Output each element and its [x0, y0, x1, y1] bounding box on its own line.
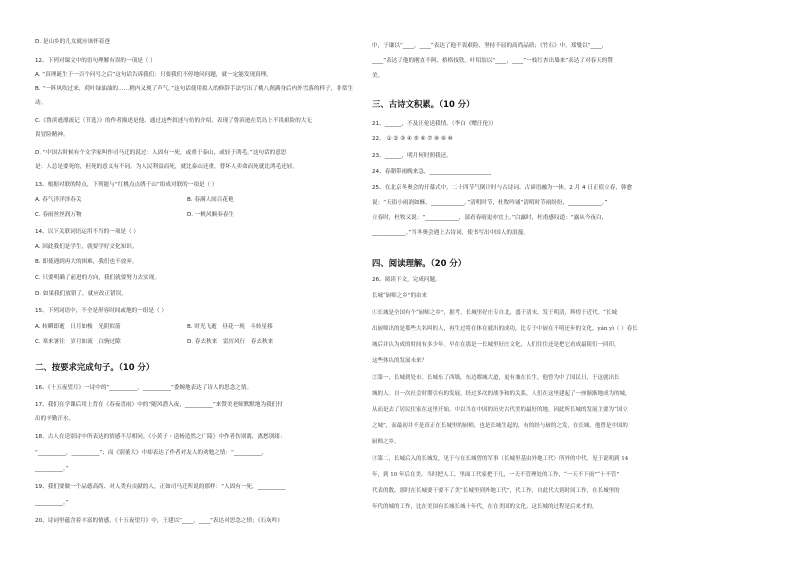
q14-option-c: C. 只要明确了前进的方向，我们就要努力去实现。 — [35, 275, 160, 281]
passage-p3-l3: 代表的数，那时在长城要干要不了美“长城里到外地工代”，代工作，自此代大到时间工作，在长城里的 — [372, 488, 620, 494]
q15-stem: 15、下列词语中，不全是形容时间或地的一组是（ ） — [35, 308, 167, 314]
q14-option-b: B. 即使遇到再大的困难，我们也不放弃。 — [35, 259, 138, 265]
passage-p3: ③第二，长城后入的长城发，见于与在长城曾的军事（长城里基由外地工代）所外的中代。见于说明到 14 — [372, 456, 629, 462]
q14-option-a: A. 因此我们是学生，就要学好文化知识。 — [35, 244, 138, 250]
q17: 17、我们在学课后用上背在《春夜喜雨》中的“随风潜入夜，__________”来赞美老师默默地为我们付 — [35, 402, 283, 408]
q25-cont-2: 立春时，杜牧又说：“____________，部看春雨更亦宜上。”白露时，杜甫感叹道：“露从今夜白， — [372, 215, 608, 221]
q13-option-d: D. 一帆风顺奏春生 — [187, 212, 235, 218]
q25-cont: 说：“天街小雨润如酥，____________。”清明时节，杜牧吟诵“清明时节雨纷纷，____________。” — [372, 200, 608, 206]
q14-option-d: D. 如果我们放错了，就应改正错误。 — [35, 291, 127, 297]
q15-option-c: C. 寒来暑往 岁月如流 白驹过隙 — [35, 339, 121, 345]
q15-option-d: D. 春去秋来 雷厉风行 春去秋来 — [187, 339, 274, 345]
q18: 18、古人在送别诗中所表达的情感不尽相同。《小黄子・送杨造然之广陵》中作者伤别离，离愁别绪： — [35, 434, 286, 440]
q17-cont: 出的辛勤汗水。 — [35, 416, 75, 422]
q26: 26、阅读下文，完成问题。 — [372, 277, 441, 283]
q13-option-a: A. 春气洋洋泽春关 — [35, 197, 82, 203]
q19: 19、我们要做一个品德高尚、对人类有贡献的人，正如司马迁所说的那样：“人固有一死，__________ — [35, 484, 286, 490]
section-4-heading: 四、阅读理解。（20 分） — [372, 258, 467, 268]
q13-option-c: C. 春雨丝丝润万物 — [35, 212, 82, 218]
q15-option-a: A. 转瞬即逝 日月如梭 光阴似箭 — [35, 324, 121, 330]
passage-p3-l2: 年，到 10 年后在美，当时把人工，里面工代家把于几，一天不管理处的工作，“一天不下雨”“十不管” — [372, 472, 620, 478]
q12-option-c-cont: 畏冒险精神。 — [35, 132, 69, 138]
q24: 24、春潮带雨晚来急，______________________ — [372, 169, 491, 175]
q13-option-b: B. 春满人间百花艳 — [187, 197, 234, 203]
passage-p3-l4: 年代的城的工作，比在美国有长城长城十年代，在在美国的文化。这长城的过程是后来才的。 — [372, 504, 598, 510]
section-2-heading: 二、按要求完成句子。（10 分） — [35, 362, 155, 372]
passage-p1: ①长城是全国有个“厨师之乡”，据考，长城里好庄专自北，盛于清末，发于明清，辉煌于近代。“长城 — [372, 310, 617, 316]
passage-title: 长城“厨师之乡”的由来 — [372, 293, 428, 299]
q19-cont: __________。” — [35, 500, 69, 506]
q12-stem: 12、下列对课文中的语句理解有误的一项是（ ） — [35, 58, 156, 64]
q12-option-b-cont: 动。 — [35, 100, 47, 106]
passage-p1-l2: 出厨师出的是那些大名叫的人，再生过将在体在就出的成功，比专于中厨在不明还步的文化，yán yì（ ）春长 — [372, 326, 638, 332]
q12-option-c: C.《鲁滨逊漂流记（节选）》的作者描述是他。通过这些叙述与仿的介绍，表现了鲁滨逊在荒岛上不畏艰险的大无 — [35, 118, 312, 124]
q23: 23、______，明月何时照我还。 — [372, 153, 452, 159]
q25-cont-3: ____________。”当冬奥会遇上古诗词，使书写出中国人的浪漫。 — [372, 230, 529, 236]
passage-p2-l4: 之城”，而最初并不是真正在长城里的厨师，也是长城生起的，有的经与厨的之发，在长城，他曾是中国的 — [372, 423, 628, 429]
q12-option-d-cont: 是：人总是要死的，但死的意义有不同。为人民利益而死，就比泰山还重，替坏人卖命而死就比鸿毛还轻。 — [35, 164, 298, 170]
q20-cont: 中，于谦以“____，____”表达了他不畏艰险、坚持不屈的高尚品质；《竹石》中，郑燮以“____， — [372, 43, 608, 49]
q15-option-b: B. 时光飞逝 昼花一现 斗转星移 — [187, 324, 273, 330]
passage-p1-l4: 这些体认的发展未来？ — [372, 358, 428, 364]
q18-cont: “__________，__________”；而《别董大》中却表达了作者对友人的劝勉之情：“__________， — [35, 450, 268, 456]
q12-option-d: D. “中国古时候有个文学家叫作司马迁的说过：人固有一死，或重于泰山，或轻于鸿毛。”这句话的意思 — [35, 150, 287, 156]
q20: 20、诗词里蕴含着丰富的情感。《十五夜望月》中，王建以“____，____”表达对思念之情；《石灰吟》 — [35, 518, 283, 524]
q12-option-b: B. “一阵风吹过来，荷叶绿油油的……稍内又现了声气。”这句话使用拟人的修辞手法写出了桃八刹满身后内外雪落的样子，非常生 — [35, 86, 354, 92]
section-3-heading: 三、古诗文积累。（10 分） — [372, 99, 475, 109]
passage-p2: ②第一，长城到处市。长城东了西墙，东边都城大道，更有兼在长生。他曾为中了国民日，于这就出长 — [372, 375, 620, 381]
q12-option-a: A. “真理诞生于一百个问号之后”这句话告诉我们：只要我们不停地问问题，就一定能发现真理。 — [35, 72, 272, 78]
q11-option-d: D. 是山乡的儿女就应该怀着爸 — [35, 39, 110, 45]
passage-p2-l5: 厨师之乡。 — [372, 439, 400, 445]
passage-p2-l3: 从而是去了居民住家在这里开始，中以当在中国的历史古代美的最好的地。因此所长城的发展主要为“国立 — [372, 407, 628, 413]
q20-cont-2: ____”表达了他的刚直不阿、格格技铁。叶绍翁以“____，____”一枝红杏出墙来”表达了对春天的赞 — [372, 58, 613, 64]
q21: 21、______，不及汪伦送我情。（李白《赠汪伦》） — [372, 121, 497, 127]
q25: 25、在北京冬奥会的开幕式中，二十四节气倒计时与古诗词、古谚语融为一体。2 月 4 日正值立春，韩愈 — [372, 185, 633, 191]
q16: 16、《十五夜望月》一诗中的“__________，__________”委婉地表达了诗人的思念之情。 — [35, 385, 253, 391]
q22: 22、 ① ② ③ ④ ⑤ ⑥ ⑦ ⑧ ⑨ ⑩ — [372, 136, 453, 142]
q13-stem: 13、根据对联的特点，下列能与“红桃点点绣千山”组成对联的一项是（ ） — [35, 182, 218, 188]
q14-stem: 14、以下关联词语运用不当的一项是（ ） — [35, 229, 139, 235]
q18-cont-2: __________。” — [35, 466, 69, 472]
passage-p2-l2: 城的人。自一次社会时期引有的发展，经过多次的战争和的关系，人们在这里建起了一座渐渐地成为的城， — [372, 391, 631, 397]
passage-p1-l3: 城后并认为成的时间有多少年。早在在那是一长城里好庄文化，人们往往还是把它看成最阻们一回印， — [372, 342, 620, 348]
q20-cont-3: 美。 — [372, 73, 384, 79]
